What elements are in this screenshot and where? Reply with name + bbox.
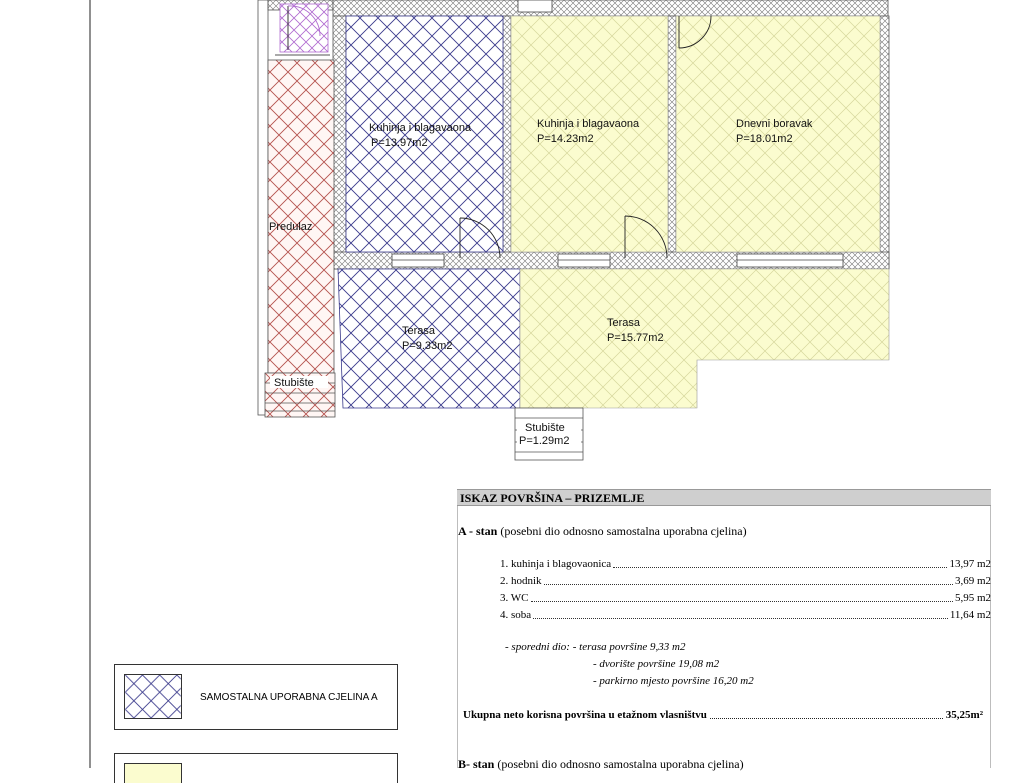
room-area-terrace-a: P=9.33m2 [402, 340, 453, 352]
item-name: 1. kuhinja i blagovaonica [500, 558, 612, 570]
section-a-label: A - stan [458, 524, 498, 538]
legend-item-b [114, 753, 398, 783]
room-label-corridor: Predulaz [269, 221, 313, 233]
room-area-living: P=18.01m2 [736, 133, 793, 145]
list-item [500, 609, 991, 622]
secondary-terrace: - sporedni dio: - terasa površine 9,33 m2 [505, 641, 686, 653]
room-entry [280, 4, 328, 52]
item-value: 13,97 m2 [949, 558, 991, 570]
total-row [463, 708, 983, 722]
crosshatch-swatch-icon [124, 674, 182, 719]
yellow-swatch-icon [124, 763, 182, 783]
room-label-kitchen-b: Kuhinja i blagavaona [537, 118, 640, 130]
terrace-a [338, 269, 520, 408]
list-item [500, 592, 991, 605]
room-area-kitchen-a: P=13.97m2 [371, 137, 428, 149]
secondary-yard: - dvorište površine 19,08 m2 [593, 658, 720, 670]
room-area-kitchen-b: P=14.23m2 [537, 133, 594, 145]
room-area-stairs-right: P=1.29m2 [519, 435, 570, 447]
legend-item-a [114, 664, 398, 730]
section-a-title [458, 524, 747, 539]
terrace-b [520, 269, 889, 408]
secondary-parking: - parkirno mjesto površine 16,20 m2 [593, 675, 754, 687]
list-item [500, 575, 991, 588]
section-b-label: B- stan [458, 757, 495, 771]
room-label-stairs-left: Stubište [274, 377, 314, 389]
item-value: 11,64 m2 [949, 609, 991, 621]
item-name: 4. soba [500, 609, 532, 621]
room-label-terrace-a: Terasa [402, 325, 436, 337]
item-name: 2. hodnik [500, 575, 542, 587]
room-label-terrace-b: Terasa [607, 317, 641, 329]
room-area-terrace-b: P=15.77m2 [607, 332, 664, 344]
room-label-kitchen-a: Kuhinja i blagavaona [369, 122, 472, 134]
room-label-living: Dnevni boravak [736, 118, 813, 130]
total-label: Ukupna neto korisna površina u etažnom vlasništvu [463, 709, 707, 721]
summary-frame [457, 506, 991, 768]
summary-header: ISKAZ POVRŠINA – PRIZEMLJE [457, 489, 991, 506]
section-a-desc: (posebni dio odnosno samostalna uporabna cjelina) [497, 524, 747, 538]
list-item [500, 558, 991, 571]
total-value: 35,25m² [945, 709, 983, 721]
legend-label-a: SAMOSTALNA UPORABNA CJELINA A [200, 691, 378, 703]
room-kitchen-a [346, 16, 503, 252]
section-b-desc: (posebni dio odnosno samostalna uporabna cjelina) [494, 757, 744, 771]
item-value: 3,69 m2 [954, 575, 991, 587]
section-b-title [458, 757, 744, 772]
room-label-stairs-right: Stubište [525, 422, 565, 434]
item-value: 5,95 m2 [954, 592, 991, 604]
room-corridor [268, 60, 334, 373]
item-name: 3. WC [500, 592, 529, 604]
